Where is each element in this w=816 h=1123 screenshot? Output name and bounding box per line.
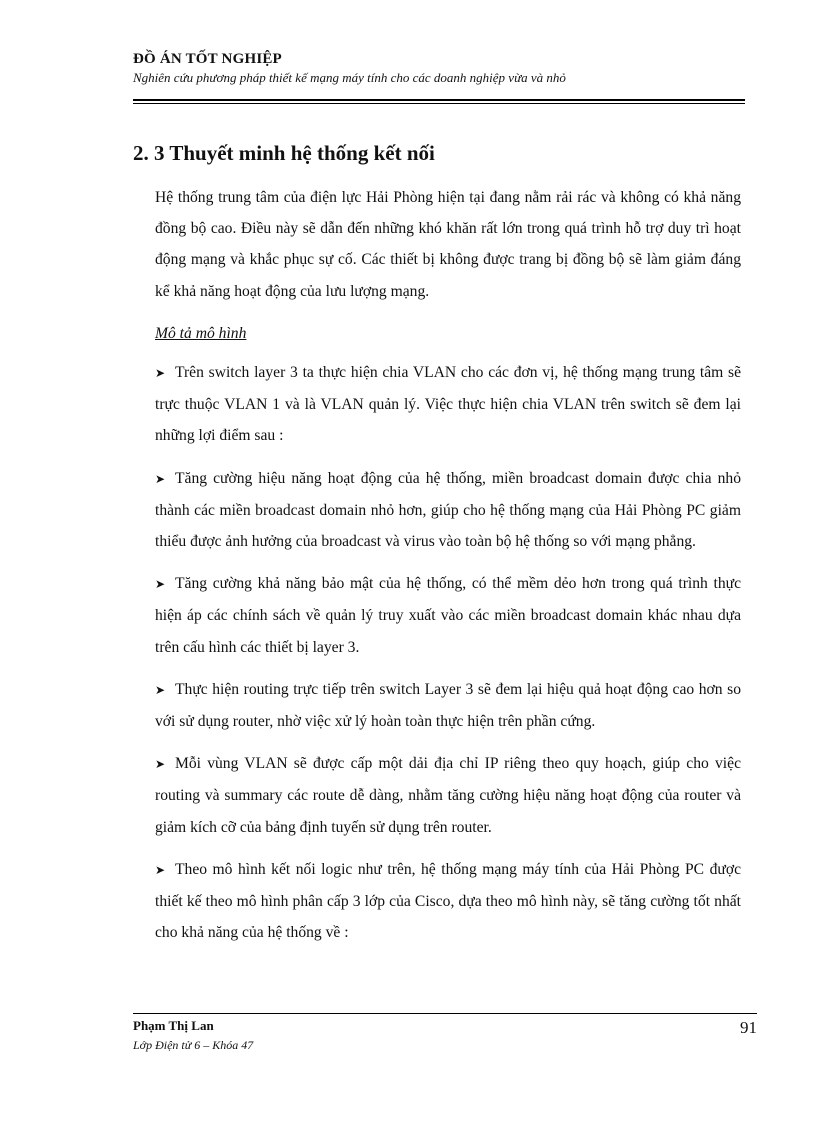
page-header [133,50,745,86]
document-title: ĐỒ ÁN TỐT NGHIỆP [133,51,282,67]
page-number: 91 [740,1018,757,1037]
class-info: Lớp Điện tử 6 – Khóa 47 [133,1038,254,1052]
author-name: Phạm Thị Lan [133,1018,214,1033]
arrowhead-bullet-icon: ➤ [155,862,166,877]
header-rule-thick [133,99,745,101]
section-heading: 2. 3 Thuyết minh hệ thống kết nối [133,141,435,165]
bullet-paragraph [155,463,741,558]
model-description-caption: Mô tả mô hình [155,324,247,342]
footer-rule [133,1013,757,1014]
bullet-text: Tăng cường hiệu năng hoạt động của hệ thống, miền broadcast domain được chia nhỏ thành các miền broadcast domain nhỏ hơn, giúp cho hệ thống mạng của Hải Phòng PC giảm thiểu được ảnh hưởng của broadcast và virus vào toàn bộ hệ thống so với mạng phẳng. [155,469,741,551]
bullet-paragraph [155,854,741,949]
arrowhead-bullet-icon: ➤ [155,682,166,697]
arrowhead-bullet-icon: ➤ [155,577,166,592]
bullet-paragraph [155,568,741,663]
bullet-text: Mỗi vùng VLAN sẽ được cấp một dải địa chỉ IP riêng theo quy hoạch, giúp cho việc routing và summary các route dễ dàng, nhằm tăng cường hiệu năng hoạt động của router và giảm kích cỡ của bảng định tuyến sử dụng trên router. [155,755,741,836]
bullet-text: Theo mô hình kết nối logic như trên, hệ thống mạng máy tính của Hải Phòng PC được thiết kế theo mô hình phân cấp 3 lớp của Cisco, dựa theo mô hình này, sẽ tăng cường tốt nhất cho khả năng của hệ thống về : [155,860,741,942]
intro-paragraph: Hệ thống trung tâm của điện lực Hải Phòng hiện tại đang nằm rải rác và không có khả năng đồng bộ cao. Điều này sẽ dẫn đến những khó khăn rất lớn trong quá trình hỗ trợ duy trì hoạt động mạng và khắc phục sự cố. Các thiết bị không được trang bị đồng bộ sẽ làm giảm đáng kể khả năng hoạt động của lưu lượng mạng. [155,189,741,300]
arrowhead-bullet-icon: ➤ [155,471,166,486]
bullet-paragraph [155,748,741,843]
header-rule-thin [133,103,745,104]
bullet-paragraph [155,674,741,737]
page-footer [133,1018,757,1053]
bullet-text: Tăng cường khả năng bảo mật của hệ thống, có thể mềm dẻo hơn trong quá trình thực hiện áp các chính sách về quản lý truy xuất vào các miền broadcast domain khác nhau dựa trên cấu hình các thiết bị layer 3. [155,575,741,656]
bullet-paragraph [155,357,741,452]
arrowhead-bullet-icon: ➤ [155,757,166,772]
arrowhead-bullet-icon: ➤ [155,366,166,381]
document-subtitle: Nghiên cứu phương pháp thiết kế mạng máy tính cho các doanh nghiệp vừa và nhỏ [133,70,566,85]
bullet-text: Thực hiện routing trực tiếp trên switch Layer 3 sẽ đem lại hiệu quả hoạt động cao hơn so với sử dụng router, nhờ việc xử lý hoàn toàn thực hiện trên phần cứng. [155,680,741,731]
body-content [155,182,741,959]
bullet-text: Trên switch layer 3 ta thực hiện chia VLAN cho các đơn vị, hệ thống mạng trung tâm sẽ trực thuộc VLAN 1 và là VLAN quản lý. Việc thực hiện chia VLAN trên switch sẽ đem lại những lợi điểm sau : [155,364,741,445]
